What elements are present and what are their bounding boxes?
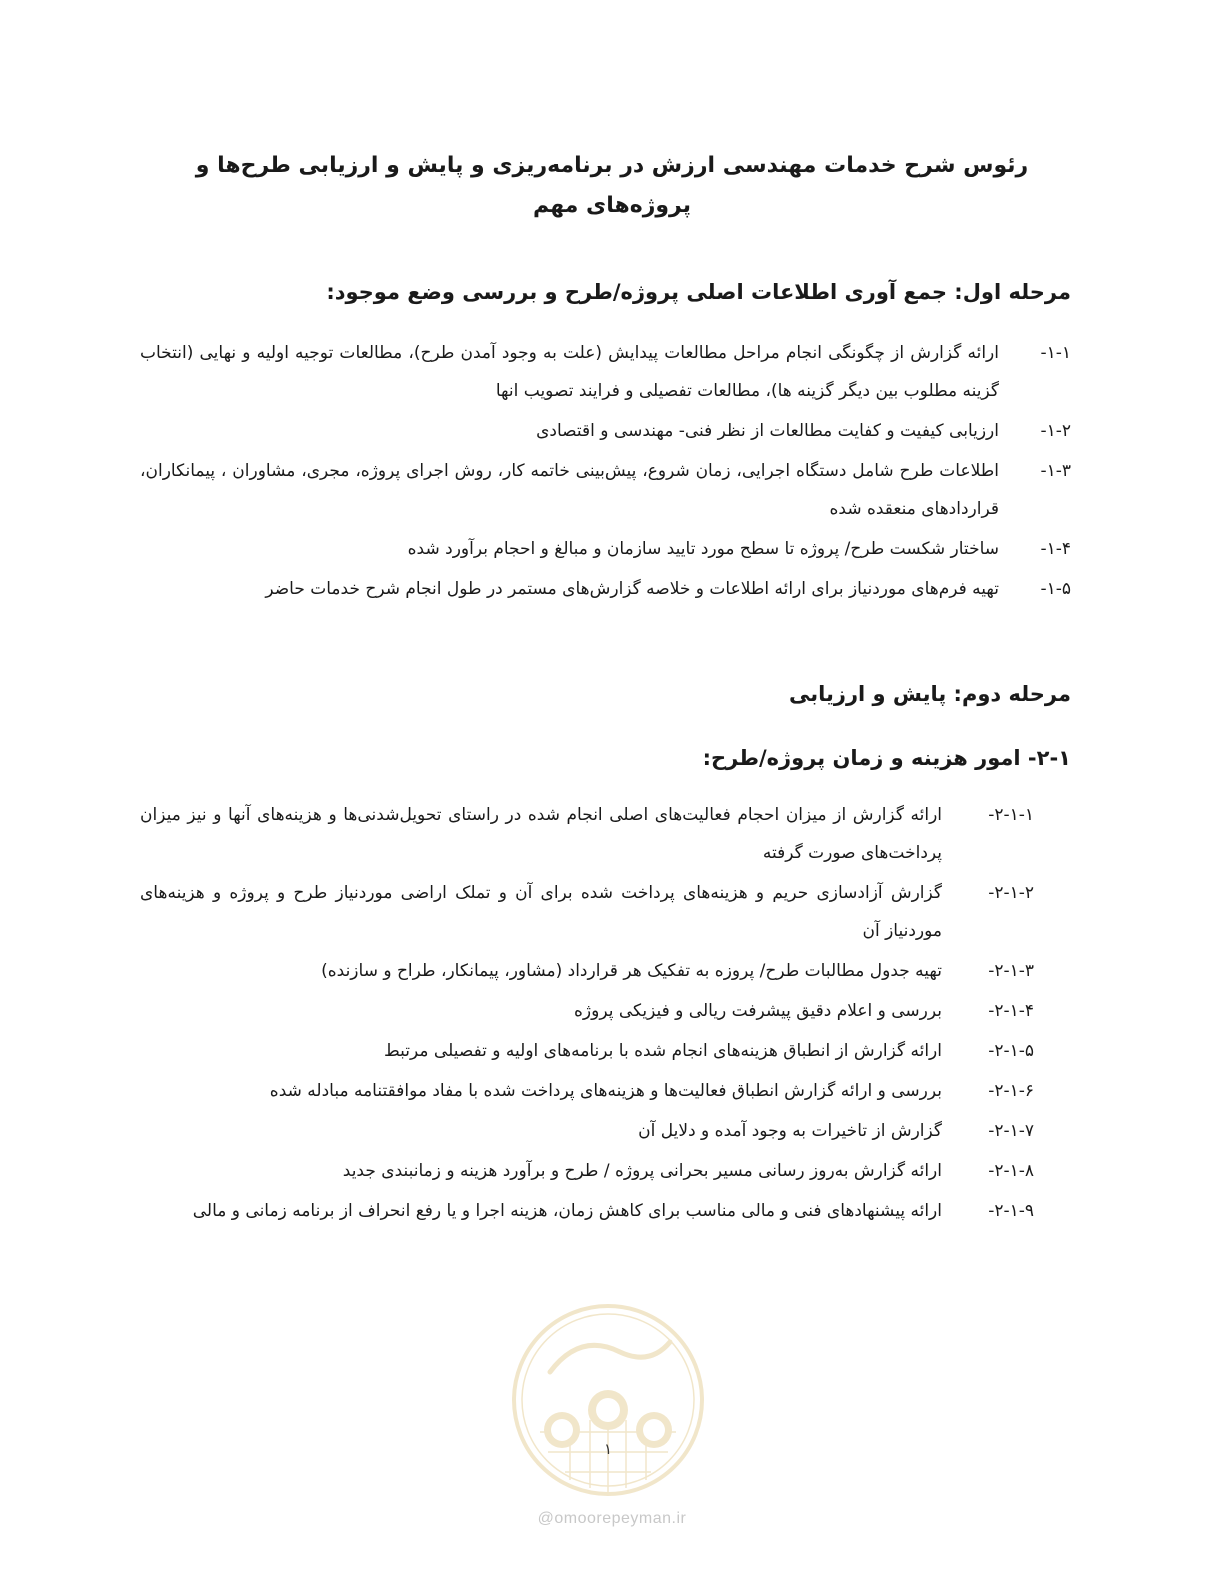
stage2-heading: مرحله دوم: پایش و ارزیابی [788,682,1071,706]
list-item [140,796,1034,872]
list-item [140,334,1071,410]
list-item [140,1112,1034,1150]
item-text: اطلاعات طرح شامل دستگاه اجرایی، زمان شروع، پیش‌بینی خاتمه کار، روش اجرای پروژه، مجری، مشاوران ، پیمانکاران، قراردادهای منعقده شده [140,461,999,519]
item-number: ۲-۱-۸- [988,1161,1034,1181]
item-text: ارائه گزارش از چگونگی انجام مراحل مطالعات پیدایش (علت به وجود آمدن طرح)، مطالعات توجیه اولیه و نهایی (انتخاب گزینه مطلوب بین دیگر گزینه ها)، مطالعات تفصیلی و فرایند تصویب انها [140,343,999,401]
list-item [140,1152,1034,1190]
watermark-site: @omoorepeyman.ir [537,1510,687,1527]
item-number: ۲-۱-۹- [988,1201,1034,1221]
logo-calligraphy [550,1342,670,1372]
list-item [140,452,1071,528]
item-number: ۱-۳- [1040,461,1071,481]
page-number: ۱ [603,1440,613,1458]
item-number: ۱-۱- [1040,343,1071,363]
list-item [140,530,1071,568]
stage1-list [140,334,1071,610]
item-text: بررسی و اعلام دقیق پیشرفت ریالی و فیزیکی پروژه [574,1001,942,1021]
stage2-subheading: ۲-۱- امور هزینه و زمان پروژه/طرح: [702,746,1071,770]
item-number: ۱-۲- [1040,421,1071,441]
item-text: گزارش آزادسازی حریم و هزینه‌های پرداخت شده برای آن و تملک اراضی موردنیاز طرح و پروژه و هزینه‌های موردنیاز آن [140,883,942,941]
item-text: ارائه گزارش از انطباق هزینه‌های انجام شده با برنامه‌های اولیه و تفصیلی مرتبط [384,1041,942,1061]
item-number: ۱-۴- [1040,539,1071,559]
item-number: ۲-۱-۲- [988,883,1034,903]
item-number: ۲-۱-۱- [988,805,1034,825]
list-item [140,952,1034,990]
item-text: تهیه فرم‌های موردنیاز برای ارائه اطلاعات و خلاصه گزارش‌های مستمر در طول انجام شرح خدمات حاضر [265,579,999,599]
item-text: بررسی و ارائه گزارش انطباق فعالیت‌ها و هزینه‌های پرداخت شده با مفاد موافقتنامه مبادله شده [269,1081,942,1101]
item-number: ۱-۵- [1040,579,1071,599]
item-text: ساختار شکست طرح/ پروژه تا سطح مورد تایید سازمان و مبالغ و احجام برآورد شده [407,539,999,559]
item-number: ۲-۱-۴- [988,1001,1034,1021]
item-text: تهیه جدول مطالبات طرح/ پروزه به تفکیک هر قرارداد (مشاور، پیمانکار، طراح و سازنده) [321,961,942,981]
list-item [140,1032,1034,1070]
list-item [140,874,1034,950]
list-item [140,570,1071,608]
watermark-logo [510,1302,706,1498]
item-number: ۲-۱-۶- [988,1081,1034,1101]
item-text: ارائه گزارش به‌روز رسانی مسیر بحرانی پروژه / طرح و برآورد هزینه و زمانبندی جدید [342,1161,942,1181]
item-text: ارزیابی کیفیت و کفایت مطالعات از نظر فنی- مهندسی و اقتصادی [536,421,999,441]
item-text: ارائه گزارش از میزان احجام فعالیت‌های اصلی انجام شده در راستای تحویل‌شدنی‌ها و هزینه‌های آنها و نیز میزان پرداخت‌های صورت گرفته [140,805,942,863]
item-number: ۲-۱-۵- [988,1041,1034,1061]
list-item [140,992,1034,1030]
list-item [140,1192,1034,1230]
item-text: گزارش از تاخیرات به وجود آمده و دلایل آن [638,1121,942,1141]
document-title: رئوس شرح خدمات مهندسی ارزش در برنامه‌ریزی و پایش و ارزیابی طرح‌ها و پروژه‌های مهم [195,153,1029,218]
item-number: ۲-۱-۷- [988,1121,1034,1141]
stage1-heading: مرحله اول: جمع آوری اطلاعات اصلی پروژه/طرح و بررسی وضع موجود: [326,280,1071,304]
list-item [140,1072,1034,1110]
item-number: ۲-۱-۳- [988,961,1034,981]
stage2-list [140,796,1034,1232]
item-text: ارائه پیشنهادهای فنی و مالی مناسب برای کاهش زمان، هزینه اجرا و یا رفع انحراف از برنامه زمانی و مالی [192,1201,942,1221]
list-item [140,412,1071,450]
